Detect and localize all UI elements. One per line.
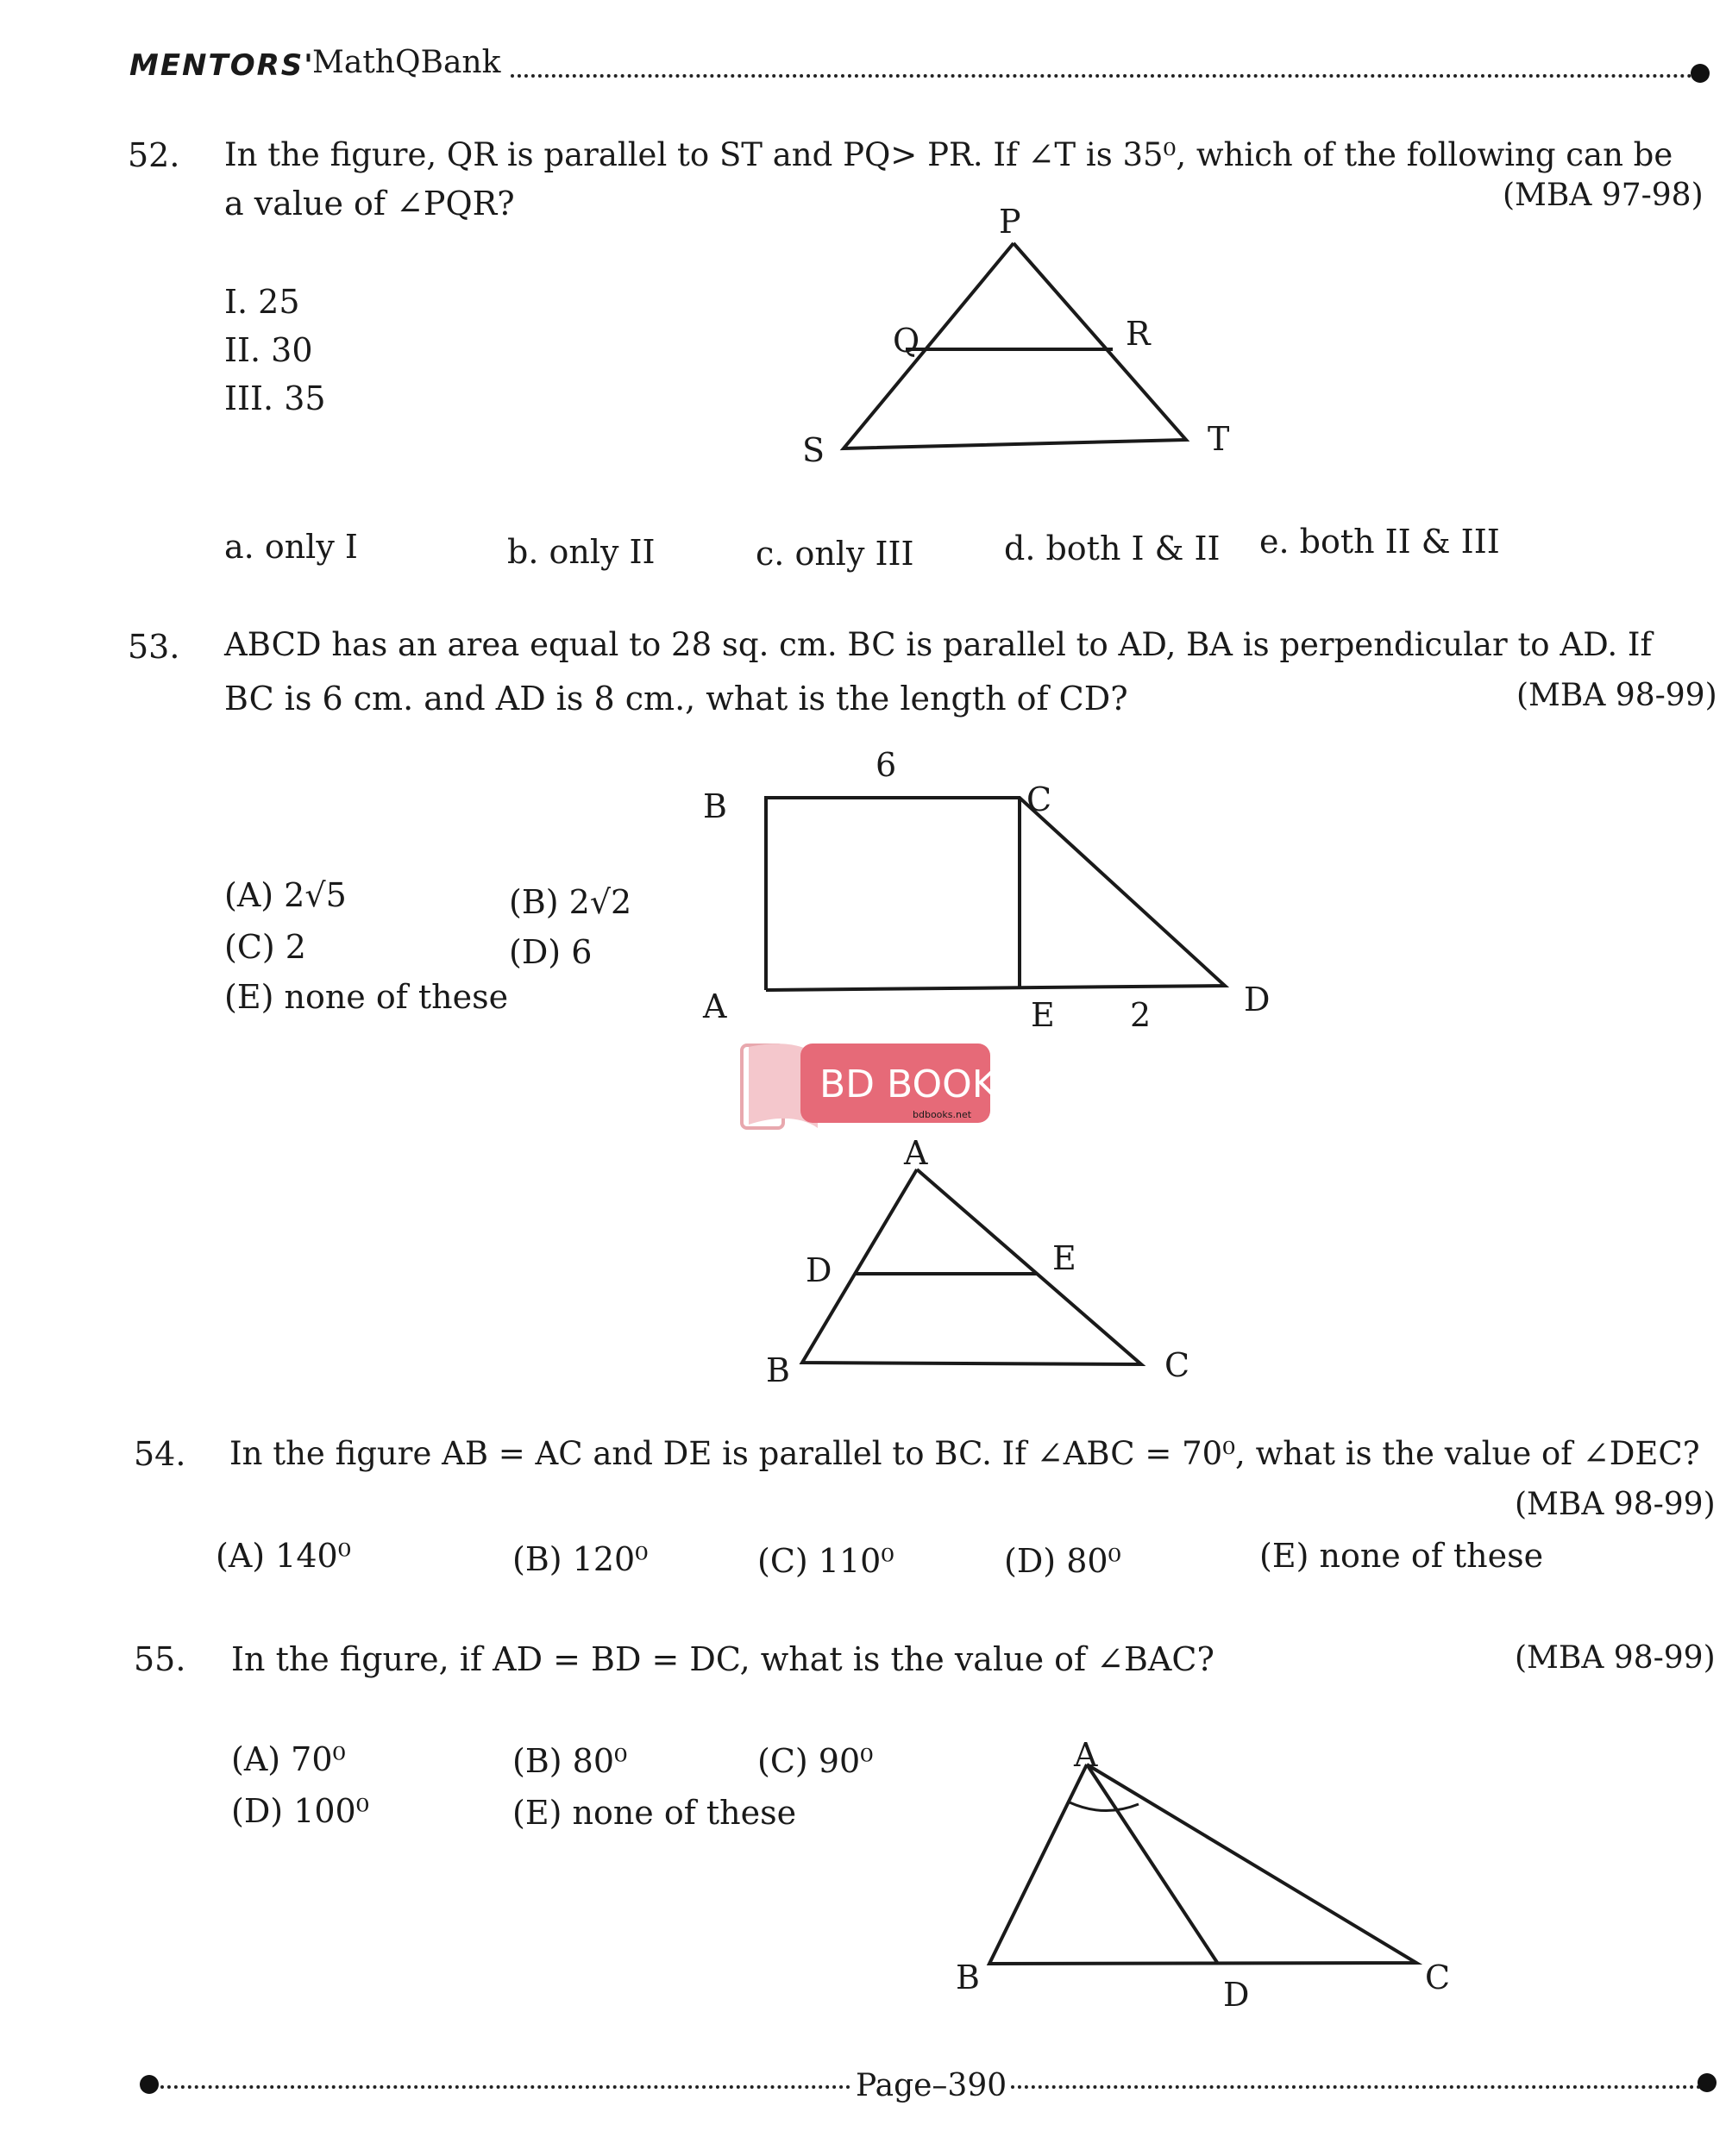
footer-dotted-rule-left bbox=[160, 2085, 850, 2089]
q55-number: 55. bbox=[134, 1640, 186, 1678]
q54-option-c: (C) 110⁰ bbox=[757, 1542, 894, 1580]
q55-triangle bbox=[989, 1764, 1416, 1964]
q52-item-2: II. 30 bbox=[224, 331, 313, 369]
watermark-subtext: bdbooks.net bbox=[913, 1109, 972, 1120]
q54-option-b: (B) 120⁰ bbox=[512, 1540, 649, 1578]
q52-label-t: T bbox=[1208, 420, 1230, 458]
footer-dotted-rule-right bbox=[1011, 2085, 1701, 2089]
q55-option-a: (A) 70⁰ bbox=[231, 1740, 346, 1778]
q52-option-c: c. only III bbox=[756, 535, 914, 573]
q53-source: (MBA 98-99) bbox=[1516, 678, 1717, 713]
q55-text: In the figure, if AD = BD = DC, what is the value of ∠BAC? bbox=[231, 1640, 1214, 1678]
q53-label-e: E bbox=[1031, 996, 1055, 1034]
q55-ad-line bbox=[1087, 1764, 1218, 1964]
footer-rule-start-dot bbox=[140, 2075, 159, 2094]
q55-source: (MBA 98-99) bbox=[1515, 1640, 1716, 1676]
q52-source: (MBA 97-98) bbox=[1503, 178, 1704, 213]
q53-text-line2: BC is 6 cm. and AD is 8 cm., what is the length of CD? bbox=[224, 680, 1128, 718]
q54-figure bbox=[759, 1130, 1208, 1406]
q53-trapezoid bbox=[766, 798, 1225, 990]
q55-label-c: C bbox=[1425, 1959, 1451, 1996]
q53-option-e: (E) none of these bbox=[224, 978, 509, 1016]
q55-option-d: (D) 100⁰ bbox=[231, 1792, 369, 1830]
header-title: MathQBank bbox=[312, 45, 501, 80]
q55-figure bbox=[940, 1725, 1475, 2018]
q52-item-1: I. 25 bbox=[224, 283, 300, 321]
header-rule-end-dot bbox=[1691, 64, 1710, 83]
q52-figure bbox=[776, 198, 1259, 483]
q52-option-d: d. both I & II bbox=[1004, 530, 1221, 567]
q54-label-b: B bbox=[766, 1351, 790, 1389]
q53-label-b: B bbox=[703, 787, 727, 825]
watermark-logo bbox=[740, 1038, 1021, 1135]
q53-option-a: (A) 2√5 bbox=[224, 876, 347, 914]
header-dotted-rule bbox=[511, 74, 1692, 78]
q53-label-a: A bbox=[703, 987, 727, 1025]
q53-option-b: (B) 2√2 bbox=[509, 883, 632, 921]
watermark-text: BD BOOKS bbox=[819, 1062, 1021, 1106]
q55-label-a: A bbox=[1074, 1736, 1098, 1774]
q53-number: 53. bbox=[128, 628, 180, 666]
q55-label-b: B bbox=[956, 1959, 980, 1996]
q52-option-b: b. only II bbox=[507, 533, 656, 571]
q52-text-line2: a value of ∠PQR? bbox=[224, 185, 515, 222]
q55-label-d: D bbox=[1223, 1976, 1250, 2014]
q53-text-line1: ABCD has an area equal to 28 sq. cm. BC is parallel to AD, BA is perpendicular to AD. If bbox=[224, 626, 1653, 663]
q52-item-3: III. 35 bbox=[224, 379, 326, 417]
q52-number: 52. bbox=[128, 136, 180, 174]
footer-rule-end-dot bbox=[1698, 2073, 1717, 2092]
q52-text-line1: In the figure, QR is parallel to ST and PQ> PR. If ∠T is 35⁰, which of the following can be bbox=[224, 136, 1673, 173]
q52-option-a: a. only I bbox=[224, 528, 358, 566]
q53-label-d: D bbox=[1244, 981, 1271, 1018]
q53-label-6: 6 bbox=[876, 746, 897, 784]
q52-option-e: e. both II & III bbox=[1259, 523, 1500, 561]
q54-text: In the figure AB = AC and DE is parallel to BC. If ∠ABC = 70⁰, what is the value of ∠DEC? bbox=[229, 1435, 1700, 1472]
q53-option-d: (D) 6 bbox=[509, 933, 593, 971]
page-number: Page–390 bbox=[856, 2068, 1007, 2103]
q54-label-e: E bbox=[1052, 1239, 1076, 1277]
q53-figure bbox=[681, 742, 1311, 1052]
q54-label-a: A bbox=[904, 1134, 928, 1172]
q55-option-e: (E) none of these bbox=[512, 1794, 797, 1832]
q55-option-b: (B) 80⁰ bbox=[512, 1742, 628, 1780]
q54-option-e: (E) none of these bbox=[1259, 1537, 1544, 1575]
q53-option-c: (C) 2 bbox=[224, 928, 306, 966]
q52-label-s: S bbox=[802, 431, 825, 469]
q52-label-p: P bbox=[999, 203, 1021, 241]
q54-option-d: (D) 80⁰ bbox=[1004, 1542, 1121, 1580]
q54-label-c: C bbox=[1164, 1346, 1190, 1384]
q52-label-q: Q bbox=[893, 322, 920, 360]
q55-option-c: (C) 90⁰ bbox=[757, 1742, 874, 1780]
header-brand: MENTORS' bbox=[129, 48, 315, 83]
q53-label-2: 2 bbox=[1130, 996, 1152, 1034]
q54-label-d: D bbox=[806, 1251, 832, 1289]
q55-angle-arc bbox=[1070, 1802, 1139, 1811]
q54-triangle bbox=[802, 1169, 1141, 1364]
q54-option-a: (A) 140⁰ bbox=[216, 1537, 351, 1575]
q54-number: 54. bbox=[134, 1435, 186, 1473]
q53-label-c: C bbox=[1026, 780, 1052, 818]
q54-source: (MBA 98-99) bbox=[1515, 1487, 1716, 1522]
q52-label-r: R bbox=[1126, 315, 1151, 353]
